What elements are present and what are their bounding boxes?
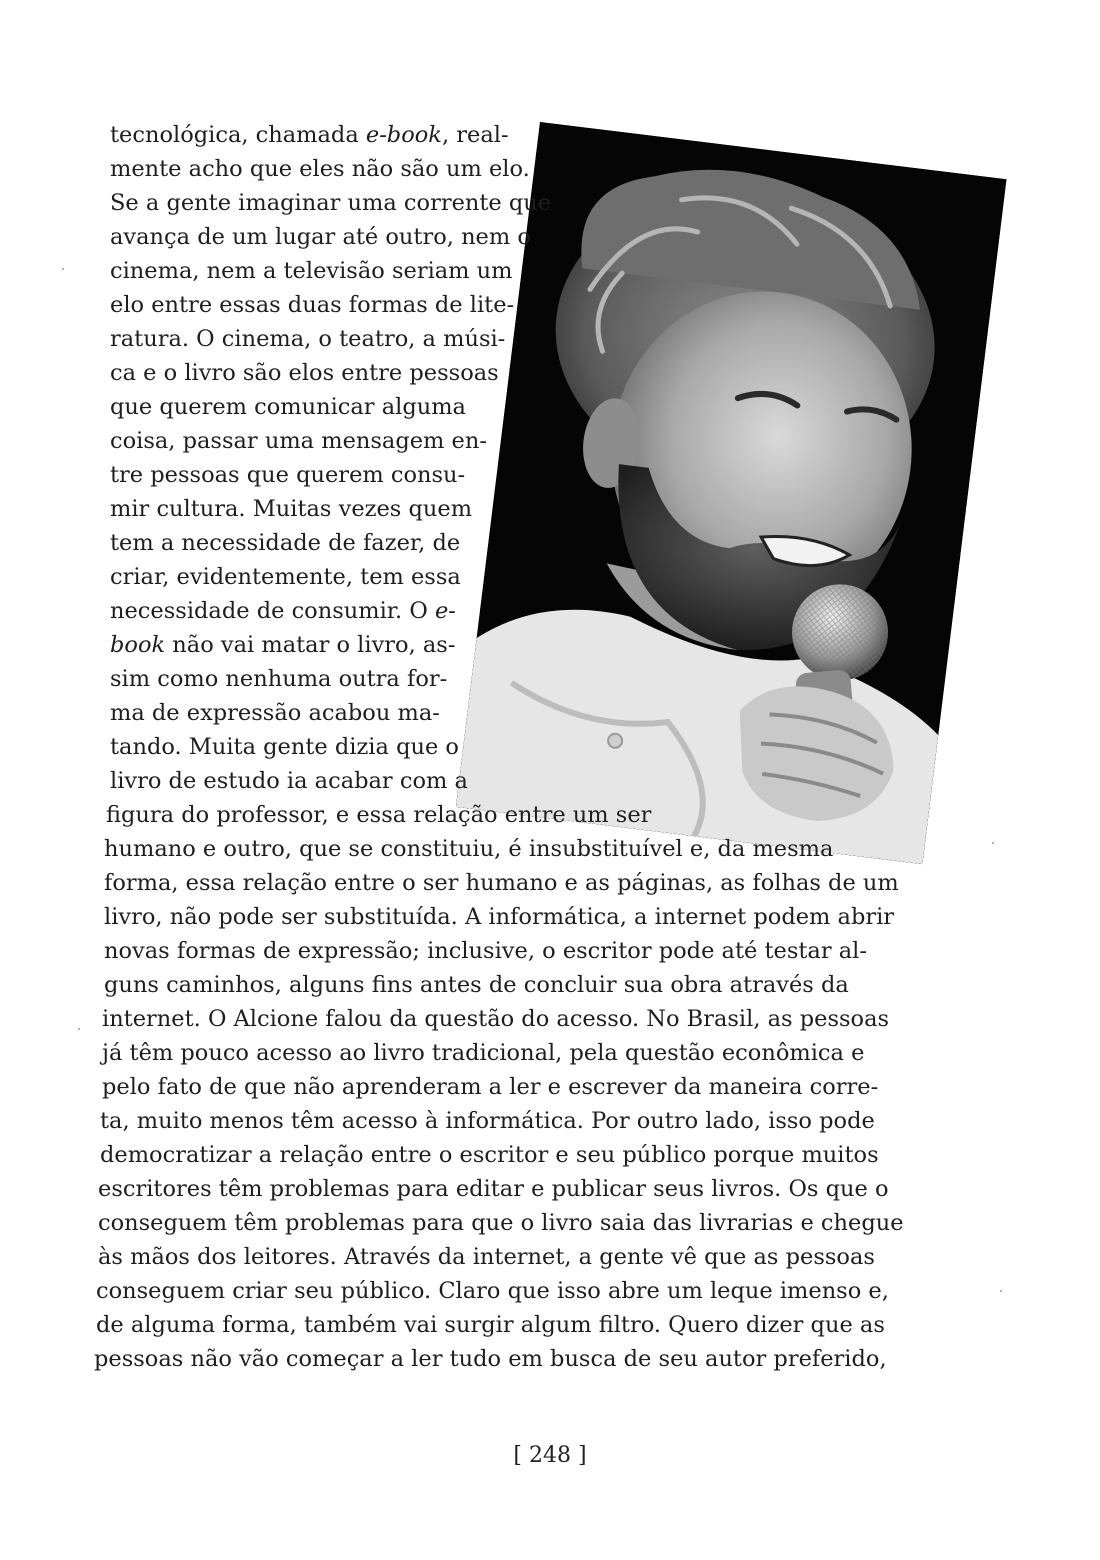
scan-speck (78, 1028, 80, 1030)
page-number: [ 248 ] (513, 1443, 587, 1468)
text-line: já têm pouco acesso ao livro tradicional, pela questão econômica e (102, 1040, 865, 1066)
text-line: democratizar a relação entre o escritor e seu público porque muitos (100, 1142, 879, 1168)
text-line: tando. Muita gente dizia que o (110, 734, 459, 760)
scan-speck (62, 268, 64, 270)
scan-speck (1000, 1290, 1002, 1292)
italic-term: e-book (365, 122, 442, 148)
text-line: às mãos dos leitores. Através da internet, a gente vê que as pessoas (98, 1244, 875, 1270)
text-line: tre pessoas que querem consu- (110, 462, 466, 488)
italic-term: e- (434, 598, 456, 624)
text-line: ta, muito menos têm acesso à informática. Por outro lado, isso pode (100, 1108, 875, 1134)
text-line: tem a necessidade de fazer, de (110, 530, 461, 556)
text-line: avança de um lugar até outro, nem o (110, 224, 531, 250)
text-line: mente acho que eles não são um elo. (110, 156, 530, 182)
text-line: guns caminhos, alguns fins antes de concluir sua obra através da (104, 972, 849, 998)
text-line: tecnológica, chamada e-book, real- (110, 122, 509, 148)
text-line: que querem comunicar alguma (110, 394, 466, 420)
text-line: coisa, passar uma mensagem en- (110, 428, 487, 454)
text-line: cinema, nem a televisão seriam um (110, 258, 513, 284)
text-line: book não vai matar o livro, as- (110, 632, 456, 658)
text-line: de alguma forma, também vai surgir algum filtro. Quero dizer que as (96, 1312, 885, 1338)
text-line: necessidade de consumir. O e- (110, 598, 456, 624)
text-line: humano e outro, que se constituiu, é insubstituível e, da mesma (104, 836, 834, 862)
italic-term: book (110, 632, 166, 658)
text-line: ma de expressão acabou ma- (110, 700, 440, 726)
text-line: ratura. O cinema, o teatro, a músi- (110, 326, 506, 352)
text-line: ca e o livro são elos entre pessoas (110, 360, 499, 386)
text-line: mir cultura. Muitas vezes quem (110, 496, 473, 522)
text-line: escritores têm problemas para editar e publicar seus livros. Os que o (98, 1176, 889, 1202)
speaker-photo (456, 122, 1007, 864)
text-line: internet. O Alcione falou da questão do acesso. No Brasil, as pessoas (102, 1006, 890, 1032)
text-line: conseguem criar seu público. Claro que isso abre um leque imenso e, (96, 1278, 889, 1304)
text-line: pelo fato de que não aprenderam a ler e escrever da maneira corre- (102, 1074, 879, 1100)
text-line: sim como nenhuma outra for- (110, 666, 448, 692)
text-line: livro de estudo ia acabar com a (110, 768, 468, 794)
text-line: novas formas de expressão; inclusive, o escritor pode até testar al- (104, 938, 867, 964)
text-line: criar, evidentemente, tem essa (110, 564, 461, 590)
man-with-microphone-icon (456, 122, 1007, 864)
text-line: elo entre essas duas formas de lite- (110, 292, 515, 318)
text-line: forma, essa relação entre o ser humano e as páginas, as folhas de um (104, 870, 899, 896)
text-line: figura do professor, e essa relação entre um ser (106, 802, 652, 828)
text-line: Se a gente imaginar uma corrente que (110, 190, 552, 216)
text-line: livro, não pode ser substituída. A informática, a internet podem abrir (104, 904, 895, 930)
text-line: conseguem têm problemas para que o livro saia das livrarias e chegue (98, 1210, 904, 1236)
text-line: pessoas não vão começar a ler tudo em busca de seu autor preferido, (94, 1346, 887, 1372)
scan-speck (992, 842, 994, 844)
